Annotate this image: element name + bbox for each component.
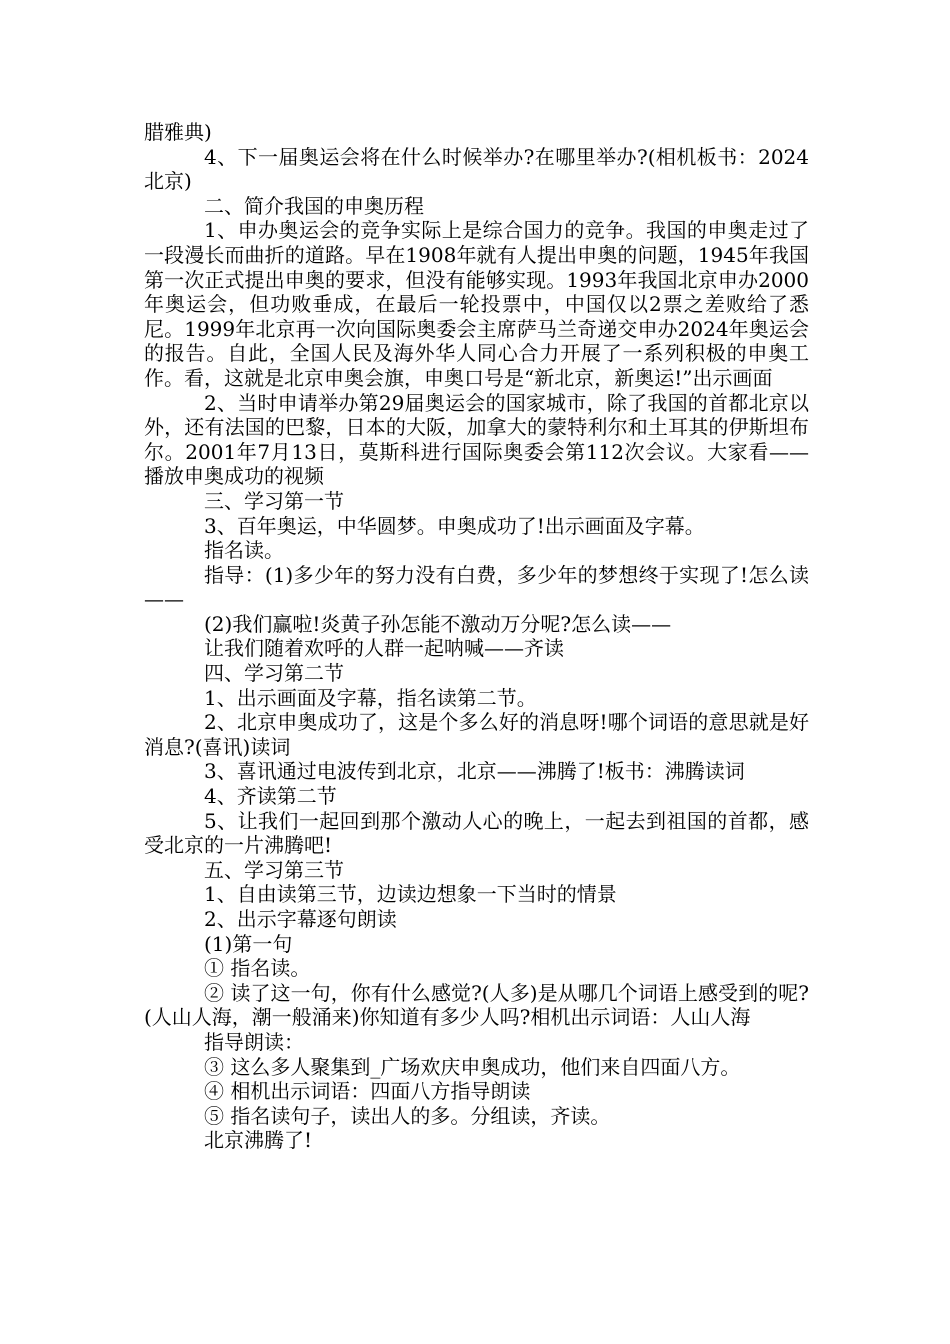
paragraph: 4、齐读第二节: [204, 784, 337, 809]
paragraph: 5、让我们一起回到那个激动人心的晚上，一起去到祖国的首都，感受北京的一片沸腾吧!: [144, 808, 809, 858]
paragraph: 1、出示画面及字幕，指名读第二节。: [204, 685, 537, 710]
section-heading: 三、学习第一节: [204, 488, 344, 513]
paragraph: 3、百年奥运，中华圆梦。申奥成功了!出示画面及字幕。: [204, 513, 705, 538]
paragraph: 1、自由读第三节，边读边想象一下当时的情景: [204, 882, 617, 907]
paragraph: 2、出示字幕逐句朗读: [204, 907, 397, 931]
paragraph: 1、申办奥运会的竞争实际上是综合国力的竞争。我国的申奥走过了一段漫长而曲折的道路。早在1908年就有人提出申奥的问题，1945年我国第一次正式提出申奥的要求，但没有能够实现。1993年我国北京申办2000年奥运会，但功败垂成，在最后一轮投票中，中国仅以2票之差败给了悉尼。1999年北京再一次向国际奥委会主席萨马兰奇递交申办2024年奥运会的报告。自此，全国人民及海外华人同心合力开展了一系列积极的申奥工作。看，这就是北京申奥会旗，申奥口号是“新北京，新奥运!”出示画面: [144, 218, 809, 390]
paragraph: 3、喜讯通过电波传到北京，北京——沸腾了!板书：沸腾读词: [204, 759, 745, 784]
paragraph: (1)第一句: [204, 931, 293, 956]
paragraph: ⑤ 指名读句子，读出人的多。分组读，齐读。: [204, 1103, 611, 1128]
paragraph: 2、当时申请举办第29届奥运会的国家城市，除了我国的首都北京以外，还有法国的巴黎，日本的大阪，加拿大的蒙特利尔和土耳其的伊斯坦布尔。2001年7月13日，莫斯科进行国际奥委会第112次会议。大家看——播放申奥成功的视频: [144, 390, 809, 489]
paragraph: ② 读了这一句，你有什么感觉?(人多)是从哪几个词语上感受到的呢?(人山人海，潮一般涌来)你知道有多少人吗?相机出示词语：人山人海: [144, 980, 809, 1030]
paragraph: 2、北京申奥成功了，这是个多么好的消息呀!哪个词语的意思就是好消息?(喜讯)读词: [144, 710, 809, 759]
paragraph: ③ 这么多人聚集到_广场欢庆申奥成功，他们来自四面八方。: [204, 1054, 741, 1079]
paragraph: 让我们随着欢呼的人群一起呐喊——齐读: [204, 636, 564, 661]
paragraph: 指名读。: [204, 538, 284, 563]
section-heading: 五、学习第三节: [204, 857, 344, 882]
paragraph: 指导朗读：: [204, 1029, 304, 1054]
paragraph: 指导：(1)多少年的努力没有白费，多少年的梦想终于实现了!怎么读——: [144, 562, 809, 612]
paragraph: 腊雅典): [144, 120, 212, 144]
paragraph: 北京沸腾了!: [204, 1128, 313, 1153]
section-heading: 四、学习第二节: [204, 661, 344, 686]
paragraph: ① 指名读。: [204, 956, 311, 981]
paragraph: (2)我们赢啦!炎黄子孙怎能不激动万分呢?怎么读——: [204, 611, 672, 636]
paragraph: 4、下一届奥运会将在什么时候举办?在哪里举办?(相机板书：2024北京): [144, 144, 809, 194]
section-heading: 二、简介我国的申奥历程: [204, 193, 424, 218]
paragraph: ④ 相机出示词语：四面八方指导朗读: [204, 1079, 531, 1104]
document-body: [144, 120, 809, 1153]
